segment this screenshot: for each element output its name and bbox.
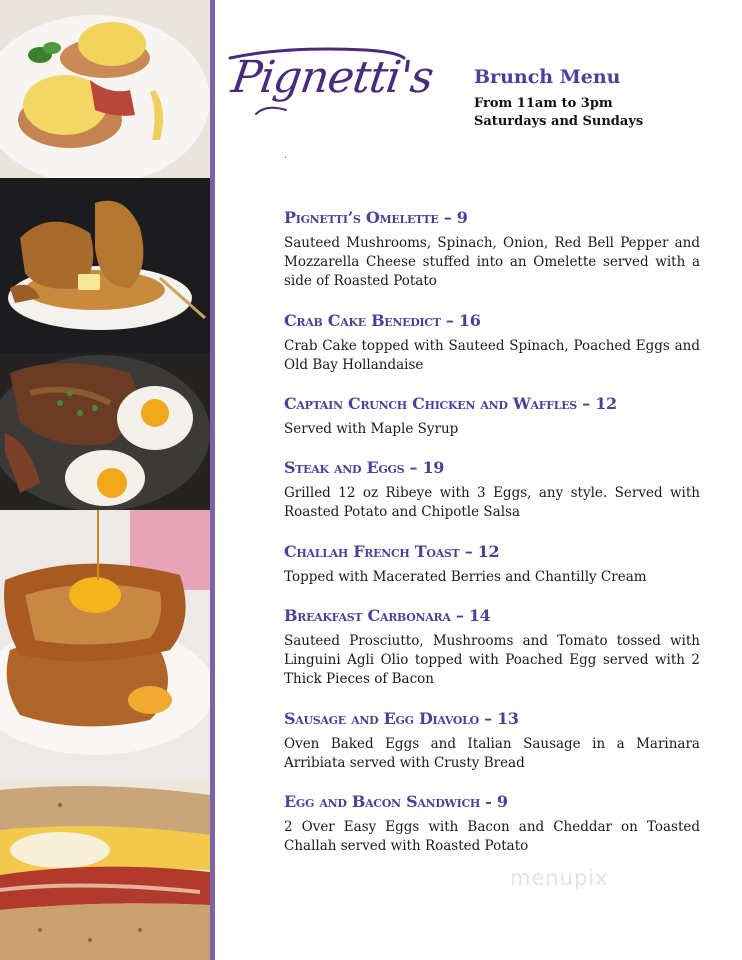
item-title: Breakfast Carbonara – 14 [284, 606, 491, 625]
vertical-divider [210, 0, 215, 960]
item-description: 2 Over Easy Eggs with Bacon and Cheddar on Toasted Challah served with Roasted Potato [284, 819, 700, 854]
separator-dot: . [284, 150, 288, 161]
hours-line: From 11am to 3pm [474, 96, 613, 111]
item-title: Challah French Toast – 12 [284, 542, 500, 561]
item-description: Oven Baked Eggs and Italian Sausage in a Marinara Arribiata served with Crusty Bread [284, 736, 700, 771]
menu-title: Brunch Menu [474, 66, 621, 88]
item-title: Pignetti’s Omelette – 9 [284, 208, 468, 227]
menu-item [284, 207, 700, 291]
steak-eggs-photo [0, 353, 210, 510]
item-description: Crab Cake topped with Sauteed Spinach, Poached Eggs and Old Bay Hollandaise [284, 338, 700, 373]
french-toast-photo [0, 510, 210, 780]
chicken-waffles-photo [0, 178, 210, 353]
item-description: Sauteed Mushrooms, Spinach, Onion, Red Bell Pepper and Mozzarella Cheese stuffed into an Omelette served with a side of Roasted Potato [284, 235, 700, 289]
item-description: Grilled 12 oz Ribeye with 3 Eggs, any style. Served with Roasted Potato and Chipotle Salsa [284, 485, 700, 520]
eggs-benedict-photo [0, 0, 210, 178]
item-title: Crab Cake Benedict – 16 [284, 311, 481, 330]
food-photo-column [0, 0, 210, 960]
menu-item [284, 393, 700, 439]
menu-item [284, 457, 700, 522]
item-description: Topped with Macerated Berries and Chantilly Cream [284, 569, 647, 585]
menupix-watermark: menupix [510, 866, 609, 890]
item-title: Sausage and Egg Diavolo – 13 [284, 709, 519, 728]
item-description: Sauteed Prosciutto, Mushrooms and Tomato tossed with Linguini Agli Olio topped with Poached Egg served with 2 Thick Pieces of Bacon [284, 633, 700, 687]
item-title: Steak and Eggs – 19 [284, 458, 445, 477]
item-title: Egg and Bacon Sandwich - 9 [284, 792, 508, 811]
menu-item [284, 310, 700, 375]
menu-item [284, 605, 700, 689]
egg-bacon-sandwich-photo [0, 780, 210, 960]
item-description: Served with Maple Syrup [284, 421, 459, 437]
menu-item [284, 541, 700, 587]
days-line: Saturdays and Sundays [474, 114, 644, 129]
menu-item [284, 791, 700, 856]
logo-wordmark: Pignetti's [228, 52, 436, 103]
item-title: Captain Crunch Chicken and Waffles – 12 [284, 394, 617, 413]
menu-item [284, 708, 700, 773]
